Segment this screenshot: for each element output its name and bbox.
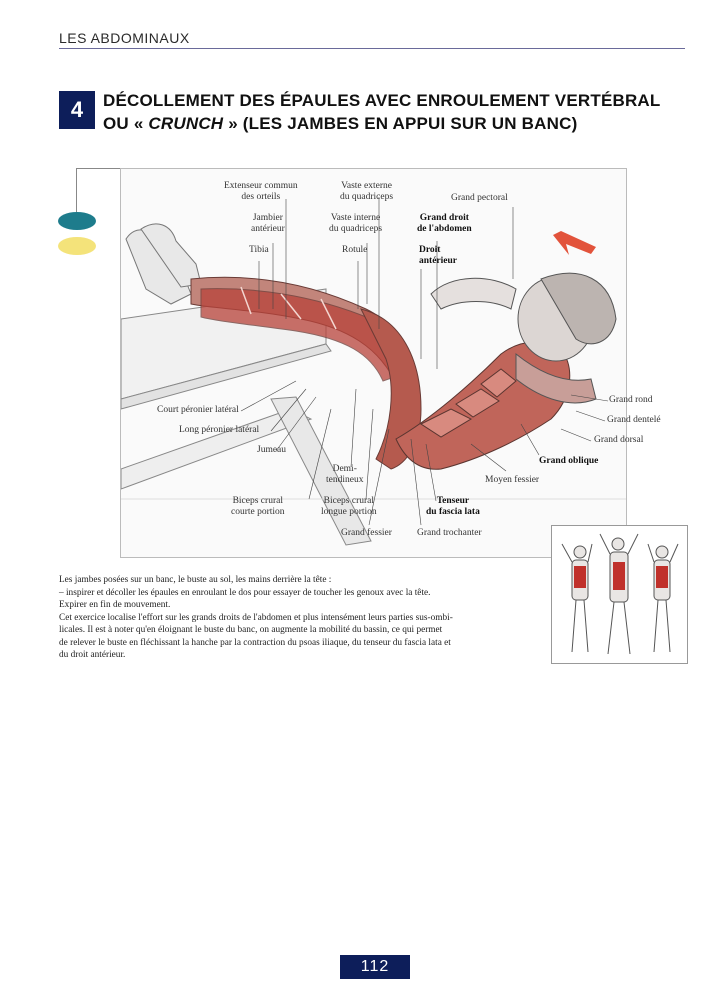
header-rule (59, 48, 685, 49)
label-text: Extenseur commun (224, 181, 298, 191)
label-text: Biceps crural (232, 496, 283, 506)
label-text: courte portion (231, 507, 285, 517)
caption-line: Les jambes posées sur un banc, le buste au sol, les mains derrière la tête : (59, 575, 332, 585)
label-text: du fascia lata (426, 507, 480, 517)
direction-arrow (553, 231, 596, 255)
label-extenseur (224, 181, 298, 203)
label-biceps-long (321, 496, 377, 518)
label-text: du quadriceps (329, 224, 383, 234)
label-vaste-interne (329, 213, 382, 235)
upper-body (431, 273, 616, 403)
inset-figure-left (562, 544, 592, 652)
caption-line: du droit antérieur. (59, 650, 126, 660)
label-jumeau: Jumeau (257, 445, 287, 455)
label-long-peronier: Long péronier latéral (179, 425, 260, 435)
title-suffix: » (LES JAMBES EN APPUI SUR UN BANC) (223, 114, 578, 133)
label-demi-tendineux (326, 464, 363, 486)
label-text: Droit (419, 245, 441, 255)
label-grand-rond: Grand rond (609, 395, 653, 405)
label-moyen-fessier: Moyen fessier (485, 475, 540, 485)
label-grand-dorsal: Grand dorsal (594, 435, 644, 445)
label-text: Demi- (332, 464, 357, 474)
title-italic: CRUNCH (148, 114, 224, 133)
label-text: longue portion (321, 507, 377, 517)
torso (396, 342, 570, 469)
anatomy-illustration (120, 168, 627, 558)
label-tibia: Tibia (249, 245, 269, 255)
label-grand-fessier: Grand fessier (341, 528, 392, 538)
label-grand-droit (417, 213, 472, 235)
side-line (76, 168, 77, 214)
caption-line: Cet exercice localise l'effort sur les grands droits de l'abdomen et plus intensément leurs parties sus-ombi- (59, 612, 453, 623)
label-grand-dentele: Grand dentelé (607, 415, 661, 425)
label-tenseur (426, 496, 480, 518)
label-grand-trochanter: Grand trochanter (417, 528, 482, 538)
label-text: des orteils (241, 192, 281, 202)
exercise-title-line1: DÉCOLLEMENT DES ÉPAULES AVEC ENROULEMENT VERTÉBRAL (103, 91, 661, 110)
label-text: de l'abdomen (417, 224, 472, 234)
inset-figure-center (600, 534, 638, 654)
side-line (76, 168, 120, 169)
caption-line: – inspirer et décoller les épaules en enroulant le dos pour essayer de toucher les genoux avec la tête. (59, 587, 431, 598)
inset-figure (551, 525, 688, 664)
label-text: Biceps crural (323, 496, 375, 506)
label-text: Vaste interne (330, 213, 381, 223)
yellow-marker (58, 237, 96, 255)
label-jambier (251, 213, 285, 235)
label-text: antérieur (419, 256, 457, 266)
caption-line: de relever le buste en fléchissant la hanche par la contraction du psoas iliaque, du tenseur du fascia lata et (59, 637, 451, 648)
label-grand-oblique: Grand oblique (539, 456, 599, 466)
title-prefix: OU « (103, 114, 149, 133)
exercise-number-badge: 4 (59, 91, 95, 129)
section-header: LES ABDOMINAUX (59, 30, 190, 46)
page-number: 112 (340, 955, 410, 979)
caption-line: licales. Il est à noter qu'en éloignant le buste du banc, on augmente la mobilité du bassin, ce qui permet (59, 625, 443, 635)
label-text: tendineux (326, 475, 364, 485)
inset-figure-right (648, 544, 678, 652)
label-rotule: Rotule (342, 245, 368, 255)
feet (126, 224, 201, 304)
label-grand-pectoral: Grand pectoral (451, 193, 508, 203)
label-droit-anterieur (419, 245, 457, 267)
label-text: antérieur (251, 224, 285, 234)
label-text: Vaste externe (341, 181, 392, 191)
label-text: du quadriceps (340, 192, 394, 202)
inset-drawing (552, 526, 687, 663)
caption-line: Expirer en fin de mouvement. (59, 600, 171, 610)
label-vaste-externe (340, 181, 393, 203)
label-text: Jambier (252, 213, 283, 223)
label-court-peronier: Court péronier latéral (157, 405, 239, 415)
exercise-description (59, 574, 536, 662)
label-text: Tenseur (436, 496, 470, 506)
label-text: Grand droit (419, 213, 469, 223)
teal-marker (58, 212, 96, 230)
label-biceps-court (231, 496, 285, 518)
exercise-title-line2 (103, 114, 577, 134)
